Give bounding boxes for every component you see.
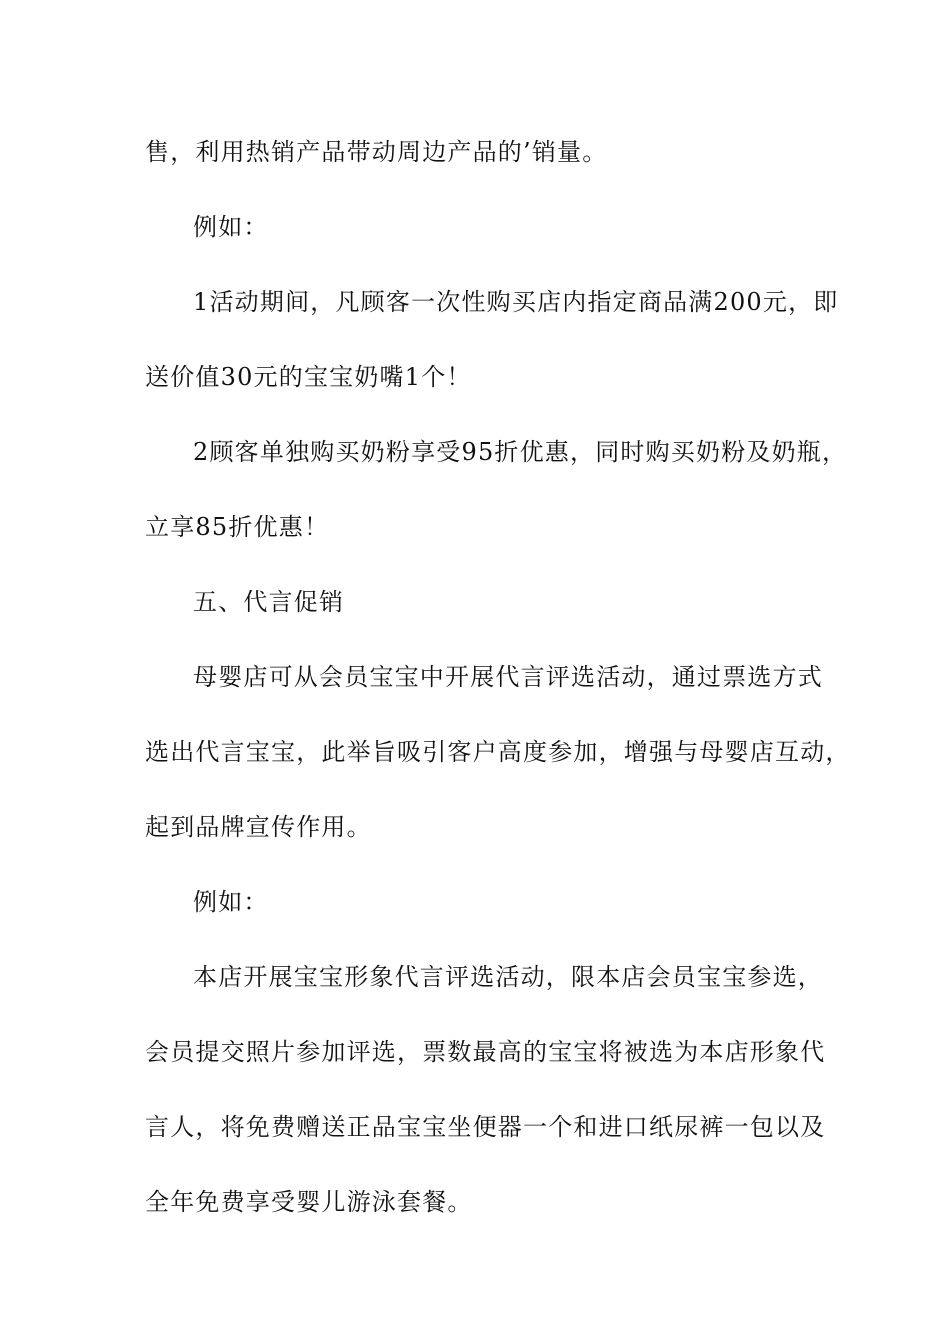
paragraph-line: 起到品牌宣传作用。: [145, 813, 372, 841]
promo-item-2-line-2: 立享85折优惠！: [145, 513, 330, 541]
example-label: 例如：: [193, 213, 269, 241]
paragraph-line: 选出代言宝宝，此举旨吸引客户高度参加，增强与母婴店互动，: [145, 738, 851, 766]
paragraph-line: 全年免费享受婴儿游泳套餐。: [145, 1188, 473, 1216]
paragraph-line: 母婴店可从会员宝宝中开展代言评选活动，通过票选方式: [193, 663, 823, 691]
paragraph-line-continuation: 售，利用热销产品带动周边产品的’销量。: [145, 138, 608, 166]
promo-item-2-line-1: 2顾客单独购买奶粉享受95折优惠，同时购买奶粉及奶瓶，: [193, 438, 848, 466]
promo-item-1-line-1: 1活动期间，凡顾客一次性购买店内指定商品满200元，即: [193, 288, 839, 316]
example-label: 例如：: [193, 888, 269, 916]
section-heading: 五、代言促销: [193, 588, 345, 616]
paragraph-line: 言人，将免费赠送正品宝宝坐便器一个和进口纸尿裤一包以及: [145, 1113, 826, 1141]
paragraph-line: 会员提交照片参加评选，票数最高的宝宝将被选为本店形象代: [145, 1038, 826, 1066]
paragraph-line: 本店开展宝宝形象代言评选活动，限本店会员宝宝参选，: [193, 963, 823, 991]
promo-item-1-line-2: 送价值30元的宝宝奶嘴1个！: [145, 363, 472, 391]
